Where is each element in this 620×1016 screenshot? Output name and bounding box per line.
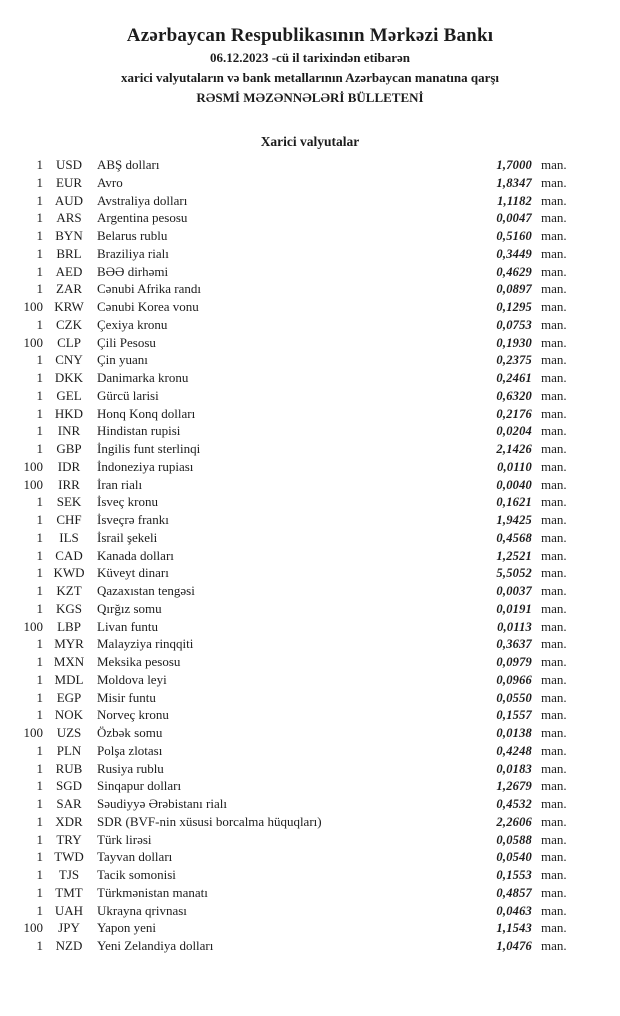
unit-cell: man. — [541, 707, 567, 723]
rate-row — [0, 867, 620, 885]
rate-value-cell: 1,8347 — [496, 175, 532, 190]
currency-name-cell: Braziliya rialı — [97, 245, 169, 261]
unit-cell: man. — [541, 174, 567, 190]
currency-name-cell: Gürcü larisi — [97, 387, 159, 403]
unit-cell: man. — [541, 494, 567, 510]
currency-code-cell: CHF — [56, 512, 82, 527]
currency-name-cell: Tayvan dolları — [97, 849, 173, 865]
currency-code-cell: JPY — [58, 920, 80, 936]
unit-cell: man. — [541, 831, 567, 847]
rate-value-cell: 0,0040 — [496, 477, 532, 492]
rate-row — [0, 441, 620, 459]
quantity-cell: 1 — [36, 263, 43, 279]
unit-cell: man. — [541, 884, 567, 900]
rate-value-cell: 0,6320 — [496, 388, 532, 403]
currency-name-cell: Misir funtu — [97, 689, 156, 705]
currency-name-cell: Honq Konq dolları — [97, 405, 196, 421]
currency-code-cell: IRR — [58, 476, 80, 492]
unit-cell: man. — [541, 938, 567, 953]
rate-value-cell: 0,4568 — [496, 530, 532, 545]
quantity-cell: 1 — [36, 370, 43, 385]
quantity-cell: 1 — [36, 654, 43, 669]
currency-name-cell: Türk lirəsi — [97, 831, 152, 847]
currency-code-cell: PLN — [56, 742, 82, 758]
quantity-cell: 1 — [36, 174, 43, 190]
currency-code-cell: BRL — [56, 245, 82, 261]
unit-cell: man. — [541, 245, 567, 261]
rate-row — [0, 530, 620, 548]
rate-row — [0, 672, 620, 690]
rate-value-cell: 0,0540 — [496, 850, 532, 865]
currency-code-cell: TWD — [54, 849, 84, 865]
bulletin-header — [0, 0, 620, 108]
rate-value-cell: 0,3637 — [496, 637, 532, 652]
rate-row — [0, 885, 620, 903]
quantity-cell: 100 — [23, 476, 43, 492]
rate-value-cell: 0,4857 — [496, 885, 532, 900]
quantity-cell: 1 — [36, 707, 43, 723]
currency-name-cell: Səudiyyə Ərəbistanı rialı — [97, 796, 227, 811]
currency-name-cell: Argentina pesosu — [97, 210, 188, 226]
quantity-cell: 1 — [36, 938, 43, 953]
quantity-cell: 100 — [23, 334, 43, 350]
unit-cell: man. — [541, 441, 567, 456]
rate-value-cell: 0,0979 — [496, 655, 532, 669]
unit-cell: man. — [541, 352, 567, 368]
subject-line: xarici valyutaların və bank metallarının Azərbaycan manatına qarşı — [120, 70, 500, 85]
currency-name-cell: Tacik somonisi — [97, 867, 176, 882]
currency-code-cell: MXN — [53, 654, 85, 669]
unit-cell: man. — [541, 796, 567, 811]
currency-name-cell: Qazaxıstan tengəsi — [97, 583, 195, 598]
unit-cell: man. — [541, 370, 567, 385]
currency-code-cell: SAR — [56, 796, 82, 811]
rate-row — [0, 494, 620, 512]
unit-cell: man. — [541, 654, 567, 669]
unit-cell: man. — [541, 529, 567, 545]
unit-cell: man. — [541, 316, 567, 332]
quantity-cell: 1 — [36, 405, 43, 421]
currency-name-cell: Malayziya rinqqiti — [97, 636, 194, 652]
rate-value-cell: 2,1426 — [496, 442, 532, 456]
unit-cell: man. — [541, 334, 567, 350]
quantity-cell: 1 — [36, 796, 43, 811]
currency-code-cell: TRY — [56, 831, 82, 847]
rate-value-cell: 0,1553 — [496, 868, 532, 882]
currency-name-cell: SDR (BVF-nin xüsusi borcalma hüquqları) — [97, 813, 322, 829]
currency-code-cell: KRW — [54, 299, 84, 314]
currency-code-cell: EGP — [56, 689, 82, 705]
currency-name-cell: İsveç kronu — [97, 494, 159, 510]
unit-cell: man. — [541, 618, 567, 634]
unit-cell: man. — [541, 849, 567, 865]
currency-code-cell: KWD — [53, 565, 85, 581]
currency-code-cell: CNY — [55, 352, 83, 368]
quantity-cell: 1 — [36, 884, 43, 900]
quantity-cell: 1 — [36, 849, 43, 865]
currency-name-cell: İran rialı — [97, 476, 143, 492]
unit-cell: man. — [541, 813, 567, 829]
quantity-cell: 1 — [36, 760, 43, 776]
rate-value-cell: 1,0476 — [496, 939, 532, 953]
currency-name-cell: İndoneziya rupiası — [97, 458, 194, 474]
currency-code-cell: CLP — [57, 334, 81, 350]
rate-row — [0, 175, 620, 193]
currency-name-cell: İsrail şekeli — [97, 529, 158, 545]
rate-row — [0, 920, 620, 938]
rate-row — [0, 193, 620, 211]
rate-row — [0, 317, 620, 335]
rate-value-cell: 0,4629 — [496, 264, 532, 279]
rate-row — [0, 725, 620, 743]
currency-code-cell: LBP — [57, 618, 81, 634]
rate-row — [0, 548, 620, 566]
rate-value-cell: 0,4248 — [496, 743, 532, 758]
rate-row — [0, 477, 620, 495]
quantity-cell: 1 — [36, 316, 43, 332]
quantity-cell: 1 — [36, 441, 43, 456]
rate-value-cell: 2,2606 — [496, 814, 532, 829]
rate-value-cell: 0,0138 — [496, 726, 532, 740]
rate-row — [0, 583, 620, 601]
rate-value-cell: 0,0550 — [496, 690, 532, 705]
currency-code-cell: EUR — [56, 174, 82, 190]
unit-cell: man. — [541, 902, 567, 918]
quantity-cell: 100 — [23, 725, 43, 740]
quantity-cell: 1 — [36, 831, 43, 847]
quantity-cell: 1 — [36, 600, 43, 616]
rate-row — [0, 370, 620, 388]
rate-value-cell: 0,0183 — [496, 761, 532, 776]
rate-row — [0, 636, 620, 654]
quantity-cell: 1 — [36, 423, 43, 439]
currency-code-cell: SEK — [56, 494, 82, 510]
currency-name-cell: Çili Pesosu — [97, 334, 156, 350]
rate-value-cell: 5,5052 — [496, 566, 532, 581]
rate-row — [0, 707, 620, 725]
unit-cell: man. — [541, 920, 567, 936]
quantity-cell: 1 — [36, 512, 43, 527]
rate-row — [0, 690, 620, 708]
rates-table — [0, 157, 620, 956]
currency-code-cell: TMT — [55, 884, 83, 900]
currency-code-cell: MDL — [54, 671, 84, 687]
quantity-cell: 100 — [23, 299, 43, 314]
currency-name-cell: Avro — [97, 174, 123, 190]
currency-name-cell: BƏƏ dirhəmi — [97, 263, 169, 279]
rate-value-cell: 1,1182 — [497, 193, 532, 208]
currency-name-cell: Belarus rublu — [97, 228, 168, 243]
currency-name-cell: Özbək somu — [97, 725, 163, 740]
rate-row — [0, 246, 620, 264]
rate-value-cell: 0,2176 — [496, 406, 532, 421]
bulletin-title: RƏSMİ MƏZƏNNƏLƏRİ BÜLLETENİ — [196, 90, 424, 105]
currency-name-cell: Çexiya kronu — [97, 316, 168, 332]
quantity-cell: 1 — [36, 778, 43, 794]
currency-code-cell: KZT — [56, 583, 82, 598]
rate-row — [0, 281, 620, 299]
currency-code-cell: ARS — [56, 210, 82, 226]
section-title-foreign-currencies: Xarici valyutalar — [260, 134, 360, 149]
rate-row — [0, 601, 620, 619]
rate-value-cell: 0,0204 — [496, 424, 532, 439]
quantity-cell: 1 — [36, 689, 43, 705]
quantity-cell: 1 — [36, 671, 43, 687]
quantity-cell: 1 — [36, 813, 43, 829]
currency-name-cell: Moldova leyi — [97, 671, 167, 687]
currency-code-cell: NZD — [55, 938, 83, 953]
rate-row — [0, 903, 620, 921]
rate-value-cell: 0,2375 — [496, 353, 532, 368]
rate-row — [0, 778, 620, 796]
currency-code-cell: BYN — [55, 228, 83, 243]
currency-name-cell: Avstraliya dolları — [97, 192, 188, 208]
rate-value-cell: 0,0588 — [496, 832, 532, 847]
rate-row — [0, 264, 620, 282]
currency-code-cell: CAD — [55, 547, 83, 563]
currency-code-cell: TJS — [58, 867, 80, 882]
unit-cell: man. — [541, 263, 567, 279]
currency-code-cell: GEL — [56, 387, 82, 403]
unit-cell: man. — [541, 512, 567, 527]
rate-value-cell: 0,0037 — [496, 584, 532, 598]
rate-value-cell: 0,1930 — [496, 335, 532, 350]
rate-row — [0, 743, 620, 761]
rate-value-cell: 0,1557 — [496, 708, 532, 723]
currency-name-cell: Ukrayna qrivnası — [97, 902, 187, 918]
currency-code-cell: AUD — [54, 192, 84, 208]
unit-cell: man. — [541, 636, 567, 652]
rate-value-cell: 0,0463 — [496, 903, 532, 918]
currency-name-cell: Kanada dolları — [97, 547, 174, 563]
rate-value-cell: 0,0191 — [496, 601, 532, 616]
currency-name-cell: Küveyt dinarı — [97, 565, 169, 581]
quantity-cell: 1 — [36, 157, 43, 172]
currency-code-cell: DKK — [54, 370, 84, 385]
rate-value-cell: 0,5160 — [496, 229, 532, 243]
quantity-cell: 1 — [36, 192, 43, 208]
unit-cell: man. — [541, 299, 567, 314]
quantity-cell: 1 — [36, 565, 43, 581]
currency-code-cell: IDR — [57, 458, 81, 474]
quantity-cell: 1 — [36, 867, 43, 882]
quantity-cell: 1 — [36, 902, 43, 918]
currency-name-cell: Türkmənistan manatı — [97, 884, 208, 900]
rate-row — [0, 352, 620, 370]
currency-code-cell: INR — [57, 423, 81, 439]
quantity-cell: 1 — [36, 352, 43, 368]
rate-value-cell: 0,1295 — [496, 300, 532, 314]
rate-value-cell: 0,0113 — [497, 619, 532, 634]
quantity-cell: 1 — [36, 529, 43, 545]
unit-cell: man. — [541, 689, 567, 705]
quantity-cell: 1 — [36, 210, 43, 226]
rate-row — [0, 157, 620, 175]
currency-code-cell: HKD — [54, 405, 84, 421]
quantity-cell: 1 — [36, 583, 43, 598]
quantity-cell: 1 — [36, 245, 43, 261]
currency-code-cell: RUB — [55, 760, 83, 776]
unit-cell: man. — [541, 760, 567, 776]
rate-row — [0, 832, 620, 850]
quantity-cell: 100 — [23, 920, 43, 936]
rate-value-cell: 0,4532 — [496, 797, 532, 811]
rate-value-cell: 1,2521 — [496, 548, 532, 563]
unit-cell: man. — [541, 742, 567, 758]
rate-value-cell: 0,1621 — [496, 495, 532, 510]
rate-value-cell: 0,0966 — [496, 672, 532, 687]
rate-row — [0, 335, 620, 353]
rate-value-cell: 1,2679 — [496, 779, 532, 794]
currency-code-cell: GBP — [56, 441, 82, 456]
rate-value-cell: 0,2461 — [496, 371, 532, 385]
rate-row — [0, 228, 620, 246]
rate-value-cell: 0,0897 — [496, 282, 532, 297]
rate-row — [0, 406, 620, 424]
currency-name-cell: Meksika pesosu — [97, 654, 181, 669]
quantity-cell: 1 — [36, 281, 43, 297]
rate-row — [0, 423, 620, 441]
unit-cell: man. — [541, 725, 567, 740]
rate-row — [0, 388, 620, 406]
rate-row — [0, 849, 620, 867]
unit-cell: man. — [541, 671, 567, 687]
rate-row — [0, 210, 620, 228]
unit-cell: man. — [541, 281, 567, 297]
currency-code-cell: UZS — [56, 725, 82, 740]
currency-code-cell: ILS — [59, 529, 79, 545]
currency-name-cell: Danimarka kronu — [97, 370, 189, 385]
rate-value-cell: 1,1543 — [496, 921, 532, 936]
quantity-cell: 1 — [36, 742, 43, 758]
rate-value-cell: 0,0110 — [497, 459, 532, 474]
currency-name-cell: Rusiya rublu — [97, 760, 164, 776]
quantity-cell: 100 — [23, 618, 43, 634]
rate-row — [0, 654, 620, 672]
unit-cell: man. — [541, 476, 567, 492]
currency-name-cell: Livan funtu — [97, 618, 159, 634]
unit-cell: man. — [541, 867, 567, 882]
rate-row — [0, 814, 620, 832]
unit-cell: man. — [541, 157, 567, 172]
unit-cell: man. — [541, 192, 567, 208]
currency-name-cell: Sinqapur dolları — [97, 778, 182, 794]
currency-code-cell: NOK — [54, 707, 84, 723]
currency-name-cell: Polşa zlotası — [97, 742, 163, 758]
currency-code-cell: UAH — [54, 902, 84, 918]
quantity-cell: 100 — [23, 458, 43, 474]
currency-code-cell: CZK — [56, 316, 82, 332]
currency-name-cell: Yeni Zelandiya dolları — [97, 938, 214, 953]
unit-cell: man. — [541, 600, 567, 616]
rate-value-cell: 1,7000 — [496, 158, 532, 172]
quantity-cell: 1 — [36, 387, 43, 403]
currency-name-cell: İngilis funt sterlinqi — [97, 441, 201, 456]
currency-name-cell: Cənubi Afrika randı — [97, 281, 201, 297]
currency-name-cell: ABŞ dolları — [97, 157, 160, 172]
unit-cell: man. — [541, 423, 567, 439]
unit-cell: man. — [541, 228, 567, 243]
rate-value-cell: 0,0753 — [496, 317, 532, 332]
currency-name-cell: Norveç kronu — [97, 707, 169, 723]
currency-name-cell: İsveçrə frankı — [97, 512, 169, 527]
currency-code-cell: ZAR — [56, 281, 82, 297]
rate-row — [0, 619, 620, 637]
unit-cell: man. — [541, 405, 567, 421]
rate-value-cell: 1,9425 — [496, 513, 532, 527]
quantity-cell: 1 — [36, 494, 43, 510]
rate-row — [0, 512, 620, 530]
quantity-cell: 1 — [36, 547, 43, 563]
unit-cell: man. — [541, 387, 567, 403]
currency-code-cell: AED — [55, 263, 83, 279]
effective-date-line: 06.12.2023 -cü il tarixindən etibarən — [209, 50, 411, 65]
currency-name-cell: Hindistan rupisi — [97, 423, 181, 439]
bank-title: Azərbaycan Respublikasının Mərkəzi Bankı — [126, 25, 494, 46]
rate-row — [0, 299, 620, 317]
currency-code-cell: MYR — [54, 636, 84, 652]
unit-cell: man. — [541, 583, 567, 598]
unit-cell: man. — [541, 547, 567, 563]
quantity-cell: 1 — [36, 636, 43, 652]
unit-cell: man. — [541, 778, 567, 794]
currency-code-cell: XDR — [55, 813, 83, 829]
rate-row — [0, 796, 620, 814]
rate-value-cell: 0,0047 — [496, 211, 532, 226]
quantity-cell: 1 — [36, 228, 43, 243]
currency-name-cell: Qırğız somu — [97, 600, 162, 616]
currency-code-cell: SGD — [55, 778, 82, 794]
unit-cell: man. — [541, 458, 567, 474]
rate-value-cell: 0,3449 — [496, 246, 532, 261]
rate-row — [0, 459, 620, 477]
unit-cell: man. — [541, 210, 567, 226]
currency-code-cell: KGS — [55, 600, 82, 616]
currency-name-cell: Yapon yeni — [97, 920, 156, 936]
rate-row — [0, 565, 620, 583]
currency-code-cell: USD — [55, 157, 82, 172]
unit-cell: man. — [541, 565, 567, 581]
currency-name-cell: Cənubi Korea vonu — [97, 299, 199, 314]
rate-row — [0, 761, 620, 779]
rate-row — [0, 938, 620, 956]
currency-name-cell: Çin yuanı — [97, 352, 148, 368]
